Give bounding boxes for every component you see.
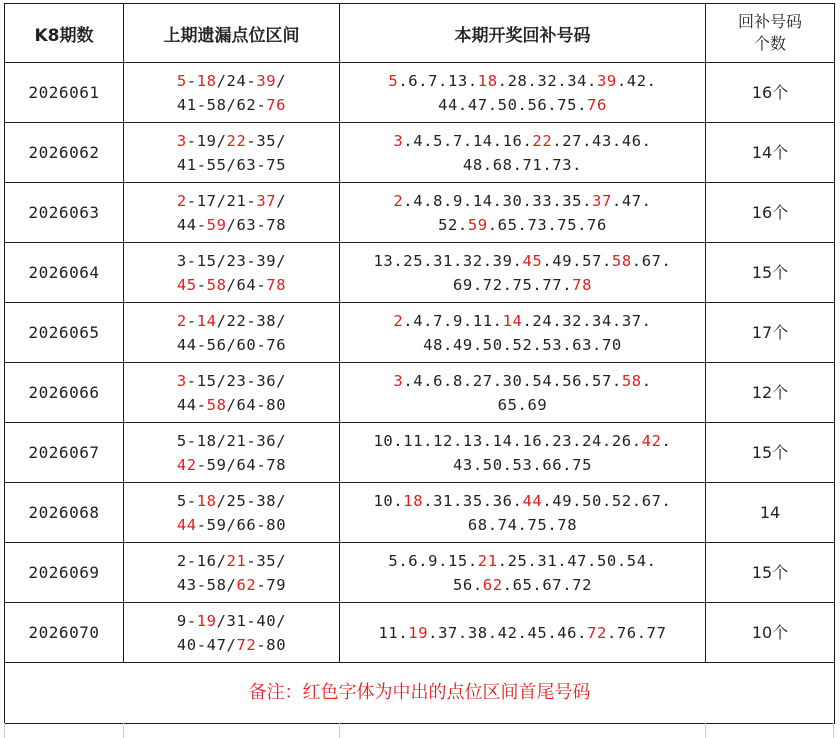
plain-text: .37.38.42.45.46. [428,623,588,642]
zone-line-2 [124,213,339,237]
numbers-line-1 [340,309,705,333]
period-cell[interactable]: 2026069 [5,543,124,603]
plain-text: 44.47.50.56.75. [438,95,588,114]
highlight-number: 42 [176,455,197,474]
highlight-number: 39 [597,71,617,90]
zone-line-1 [124,309,339,333]
numbers-line-1 [340,369,705,393]
zone-cell[interactable] [124,483,340,543]
table-row [5,183,835,243]
plain-text: 13.25.31.32.39. [373,251,523,270]
plain-text: -59/66-80 [196,515,287,534]
highlight-number: 5 [388,71,399,90]
highlight-number: 3 [393,371,404,390]
zone-line-1 [124,249,339,273]
plain-text: .47. [611,191,652,210]
numbers-cell[interactable] [340,243,706,303]
numbers-line-1 [340,249,705,273]
zone-line-2 [124,153,339,177]
table-row [5,123,835,183]
zone-line-2 [124,633,339,657]
numbers-line-1 [340,489,705,513]
highlight-number: 3 [176,131,187,150]
numbers-cell[interactable] [340,63,706,123]
plain-text: -35/ [246,551,287,570]
plain-text: /25-38/ [216,491,287,510]
highlight-number: 58 [621,371,642,390]
numbers-line-1 [340,621,705,645]
highlight-number: 22 [226,131,247,150]
count-cell[interactable]: 10个 [706,603,835,663]
zone-line-1 [124,69,339,93]
header-count-line1: 回补号码 [737,12,802,31]
highlight-number: 2 [176,191,187,210]
plain-text: .49.57. [542,251,612,270]
zone-line-2 [124,573,339,597]
table-row [5,603,835,663]
header-zone[interactable]: 上期遗漏点位区间 [124,4,340,63]
header-period[interactable]: K8期数 [5,4,124,63]
highlight-number: 2 [176,311,187,330]
numbers-line-1 [340,129,705,153]
table-row [5,483,835,543]
plain-text: /22-38/ [216,311,287,330]
highlight-number: 37 [256,191,277,210]
plain-text: .4.5.7.14.16. [403,131,533,150]
table-row [5,543,835,603]
plain-text: .42. [616,71,657,90]
numbers-line-2 [340,393,705,417]
header-count[interactable] [706,4,835,63]
count-cell[interactable]: 16个 [706,183,835,243]
plain-text: 10. [373,491,404,510]
highlight-number: 19 [408,623,429,642]
period-cell[interactable]: 2026067 [5,423,124,483]
zone-cell[interactable] [124,603,340,663]
count-cell[interactable]: 16个 [706,63,835,123]
lottery-table [4,3,835,724]
numbers-cell[interactable] [340,603,706,663]
plain-text: 44-56/60-76 [176,335,287,354]
plain-text: .4.8.9.14.30.33.35. [403,191,593,210]
plain-text: .24.32.34.37. [522,311,652,330]
count-cell[interactable]: 14个 [706,123,835,183]
highlight-number: 76 [587,95,607,114]
plain-text: -19/ [186,131,227,150]
plain-text: .25.31.47.50.54. [497,551,657,570]
plain-text: -17/21- [186,191,257,210]
highlight-number: 58 [206,275,227,294]
period-cell[interactable]: 2026065 [5,303,124,363]
zone-cell[interactable] [124,243,340,303]
zone-cell[interactable] [124,183,340,243]
zone-line-2 [124,393,339,417]
plain-text: 41-55/63-75 [176,155,287,174]
plain-text: 56. [452,575,483,594]
highlight-number: 45 [176,275,197,294]
note-cell[interactable] [5,663,835,724]
zone-line-2 [124,93,339,117]
plain-text: 11. [378,623,409,642]
highlight-number: 76 [266,95,287,114]
highlight-number: 18 [403,491,424,510]
numbers-line-1 [340,549,705,573]
numbers-line-2 [340,93,705,117]
count-cell[interactable]: 15个 [706,243,835,303]
plain-text: /31-40/ [216,611,287,630]
plain-text: -79 [256,575,287,594]
highlight-number: 42 [641,431,662,450]
highlight-number: 72 [236,635,257,654]
header-count-line2: 个数 [753,34,786,53]
zone-line-2 [124,453,339,477]
zone-line-2 [124,273,339,297]
plain-text: 9- [176,611,197,630]
highlight-number: 21 [477,551,498,570]
highlight-number: 78 [266,275,287,294]
zone-cell[interactable] [124,63,340,123]
highlight-number: 2 [393,311,404,330]
highlight-number: 18 [196,71,217,90]
count-cell[interactable]: 17个 [706,303,835,363]
count-cell[interactable]: 15个 [706,543,835,603]
highlight-number: 18 [196,491,217,510]
plain-text: /64- [226,275,267,294]
header-numbers[interactable]: 本期开奖回补号码 [340,4,706,63]
zone-line-1 [124,429,339,453]
plain-text: - [186,311,197,330]
count-cell[interactable]: 15个 [706,423,835,483]
numbers-line-2 [340,273,705,297]
period-cell[interactable]: 2026070 [5,603,124,663]
highlight-number: 14 [196,311,217,330]
plain-text: .76.77 [606,623,667,642]
zone-cell[interactable] [124,363,340,423]
highlight-number: 2 [393,191,404,210]
zone-cell[interactable] [124,543,340,603]
highlight-number: 14 [502,311,523,330]
numbers-line-1 [340,429,705,453]
plain-text: .49.50.52.67. [542,491,672,510]
plain-text: .27.43.46. [552,131,652,150]
plain-text: 3-15/23-39/ [176,251,287,270]
plain-text: /24- [216,71,257,90]
plain-text: /63-78 [226,215,287,234]
plain-text: 5- [176,491,197,510]
highlight-number: 62 [236,575,257,594]
highlight-number: 44 [522,491,543,510]
period-cell[interactable]: 2026064 [5,243,124,303]
plain-text: 44- [176,395,207,414]
plain-text: .4.7.9.11. [403,311,503,330]
plain-text: /64-80 [226,395,287,414]
table-row [5,363,835,423]
numbers-cell[interactable] [340,303,706,363]
highlight-number: 45 [522,251,543,270]
plain-text: 5.6.9.15. [388,551,478,570]
table-row [5,303,835,363]
highlight-number: 22 [532,131,553,150]
plain-text: -15/23-36/ [186,371,287,390]
zone-cell[interactable] [124,123,340,183]
numbers-line-2 [340,513,705,537]
table-row [5,243,835,303]
numbers-cell[interactable] [340,183,706,243]
table-row [5,63,835,123]
highlight-number: 3 [176,371,187,390]
highlight-number: 62 [482,575,503,594]
plain-text: 69.72.75.77. [452,275,573,294]
plain-text: 68.74.75.78 [467,515,578,534]
note-row [5,663,835,724]
numbers-line-1 [340,69,705,93]
zone-cell[interactable] [124,303,340,363]
highlight-number: 58 [206,395,227,414]
highlight-number: 44 [176,515,197,534]
highlight-number: 18 [477,71,498,90]
count-cell[interactable]: 12个 [706,363,835,423]
numbers-line-1 [340,189,705,213]
numbers-cell[interactable] [340,123,706,183]
zone-line-1 [124,129,339,153]
plain-text: 43-58/ [176,575,237,594]
zone-line-1 [124,369,339,393]
table-row [5,423,835,483]
highlight-number: 3 [393,131,404,150]
plain-text: 44- [176,215,207,234]
plain-text: 40-47/ [176,635,237,654]
numbers-cell[interactable] [340,363,706,423]
highlight-number: 21 [226,551,247,570]
period-cell[interactable]: 2026066 [5,363,124,423]
zone-line-1 [124,189,339,213]
plain-text: . [661,431,672,450]
plain-text: 5-18/21-36/ [176,431,287,450]
highlight-number: 78 [572,275,593,294]
plain-text: .28.32.34. [497,71,597,90]
count-cell[interactable]: 14 [706,483,835,543]
plain-text: 41-58/62- [176,95,267,114]
numbers-line-2 [340,333,705,357]
plain-text: . [641,371,652,390]
highlight-number: 59 [206,215,227,234]
plain-text: .6.7.13. [398,71,478,90]
numbers-line-2 [340,453,705,477]
numbers-line-2 [340,213,705,237]
zone-line-1 [124,549,339,573]
plain-text: .31.35.36. [423,491,523,510]
numbers-line-2 [340,153,705,177]
period-cell[interactable]: 2026061 [5,63,124,123]
plain-text: 65.69 [497,395,548,414]
numbers-line-2 [340,573,705,597]
numbers-cell[interactable] [340,423,706,483]
plain-text: .65.73.75.76 [487,215,607,234]
zone-line-2 [124,513,339,537]
period-cell[interactable]: 2026063 [5,183,124,243]
plain-text: 48.49.50.52.53.63.70 [423,335,622,354]
highlight-number: 39 [256,71,277,90]
plain-text: 2-16/ [176,551,227,570]
plain-text: - [196,275,207,294]
highlight-number: 59 [467,215,488,234]
highlight-number: 19 [196,611,217,630]
numbers-cell[interactable] [340,483,706,543]
header-row [5,4,835,63]
zone-line-1 [124,489,339,513]
plain-text: .4.6.8.27.30.54.56.57. [403,371,622,390]
plain-text: 48.68.71.73. [462,155,583,174]
zone-cell[interactable] [124,423,340,483]
highlight-number: 58 [611,251,632,270]
plain-text: .67. [631,251,672,270]
plain-text: .65.67.72 [502,575,593,594]
plain-text: 10.11.12.13.14.16.23.24.26. [373,431,642,450]
period-cell[interactable]: 2026062 [5,123,124,183]
plain-text: -59/64-78 [196,455,287,474]
plain-text: -80 [256,635,287,654]
plain-text: / [276,191,287,210]
plain-text: 43.50.53.66.75 [452,455,593,474]
highlight-number: 72 [587,623,607,642]
sheet-grid-continuation [4,723,834,738]
zone-line-1 [124,609,339,633]
zone-line-2 [124,333,339,357]
plain-text: - [186,71,197,90]
plain-text: / [276,71,287,90]
plain-text: -35/ [246,131,287,150]
plain-text: 52. [438,215,468,234]
highlight-number: 5 [176,71,187,90]
note-text: 备注：红色字体为中出的点位区间首尾号码 [248,682,591,703]
highlight-number: 37 [592,191,612,210]
period-cell[interactable]: 2026068 [5,483,124,543]
numbers-cell[interactable] [340,543,706,603]
